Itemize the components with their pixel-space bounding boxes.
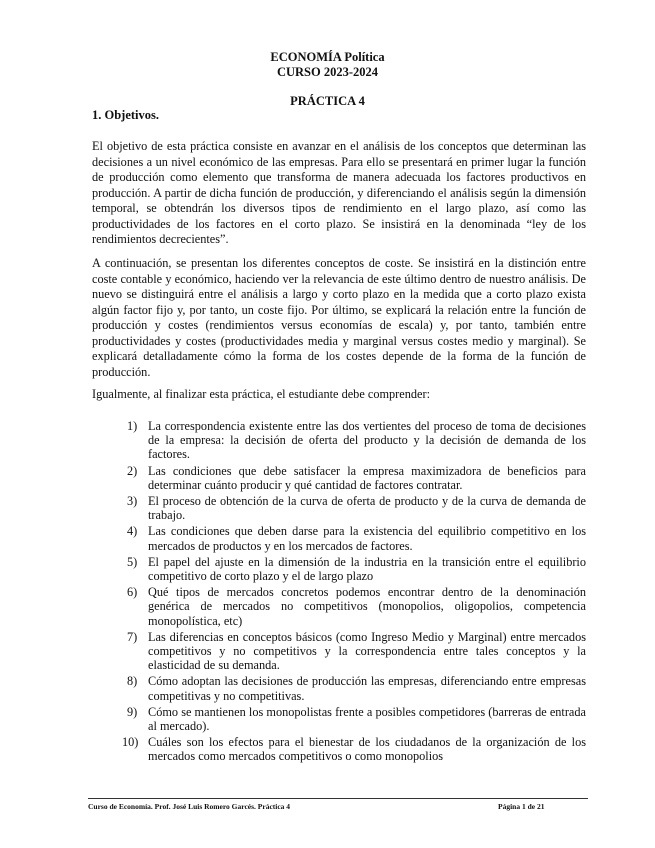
practice-title: PRÁCTICA 4 <box>290 94 365 108</box>
list-item <box>127 464 586 492</box>
course-year: CURSO 2023-2024 <box>276 65 379 79</box>
list-item-text: Cómo se mantienen los monopolistas frente a posibles competidores (barreras de entrada al mercado). <box>148 704 586 734</box>
list-item-number: 9) <box>127 704 138 719</box>
list-item-text: El papel del ajuste en la dimensión de la industria en la transición entre el equilibrio competitivo de corto plazo y el de largo plazo <box>148 554 586 584</box>
list-item-number: 4) <box>127 524 138 539</box>
list-item <box>122 735 586 764</box>
course-title: ECONOMÍA Política <box>270 50 385 64</box>
footer-course-info: Curso de Economía. Prof. José Luis Romero Garcés. Práctica 4 <box>88 802 291 811</box>
list-item-number: 3) <box>127 494 138 509</box>
list-item-text: Cuáles son los efectos para el bienestar de los ciudadanos de la organización de los mercados como mercados competitivos o como monopolios <box>148 735 586 764</box>
paragraph-intro-list: Igualmente, al finalizar esta práctica, el estudiante debe comprender: <box>92 387 430 401</box>
objectives-list <box>122 419 586 766</box>
list-item <box>127 585 586 628</box>
list-item-number: 5) <box>127 554 138 569</box>
list-item-text: Qué tipos de mercados concretos podemos encontrar dentro de la denominación genérica de mercados no competitivos (monopolios, oligopolios, competencia monopolística, etc) <box>148 585 586 628</box>
list-item-text: La correspondencia existente entre las dos vertientes del proceso de toma de decisiones de la empresa: la decisión de oferta del producto y la decisión de demanda de los factores. <box>148 419 586 462</box>
list-item-number: 7) <box>127 629 138 644</box>
list-item-number: 6) <box>127 585 138 600</box>
paragraph-costs: A continuación, se presentan los diferentes conceptos de coste. Se insistirá en la distinción entre coste contable y económico, haciendo ver la relevancia de este último dentro de nuestro análisis. De nuevo se distinguirá entre el análisis a largo y corto plazo en la medida que a corto plazo exista algún factor fijo y, por tanto, un coste fijo. Por último, se explicará la relación entre la función de producción y costes (rendimientos versus economías de escala) y, por tanto, también entre productividades y costes (productividades media y marginal versus costes medio y marginal). Se explicará detalladamente cómo la forma de los costes depende de la forma de la función de producción. <box>92 256 586 379</box>
list-item <box>127 705 586 733</box>
list-item <box>127 524 586 552</box>
list-item-text: Cómo adoptan las decisiones de producción las empresas, diferenciando entre empresas competitivas y no competitivas. <box>148 674 586 703</box>
footer-divider <box>88 798 588 799</box>
list-item <box>127 630 586 673</box>
list-item <box>127 419 586 462</box>
paragraph-objective: El objetivo de esta práctica consiste en avanzar en el análisis de los conceptos que determinan las decisiones a un nivel económico de las empresas. Para ello se presentará en primer lugar la función de producción como elemento que transforma de manera adecuada los factores productivos en producción. A partir de dicha función de producción, y diferenciando el análisis según la dimensión temporal, se obtendrán los diversos tipos de rendimiento en el largo plazo, así como las productividades de los factores en el corto plazo. Se insistirá en la denominada “ley de los rendimientos decrecientes”. <box>92 139 586 246</box>
list-item-text: El proceso de obtención de la curva de oferta de producto y de la curva de demanda de trabajo. <box>148 494 586 523</box>
list-item <box>127 494 586 522</box>
list-item-number: 2) <box>127 463 138 478</box>
list-item-number: 8) <box>127 674 138 689</box>
footer-page-number: Página 1 de 21 <box>498 802 545 811</box>
list-item-text: Las diferencias en conceptos básicos (como Ingreso Medio y Marginal) entre mercados competitivos y no competitivos y la correspondencia entre tales conceptos y la elasticidad de su demanda. <box>148 629 586 673</box>
list-item-number: 10) <box>122 735 139 750</box>
list-item <box>127 674 586 702</box>
list-item <box>127 555 586 583</box>
list-item-text: Las condiciones que debe satisfacer la empresa maximizadora de beneficios para determinar cuánto producir y qué cantidad de factores contratar. <box>148 463 586 492</box>
list-item-number: 1) <box>127 419 138 433</box>
section-heading: 1. Objetivos. <box>92 108 160 122</box>
list-item-text: Las condiciones que deben darse para la existencia del equilibrio competitivo en los mercados de productos y en los mercados de factores. <box>148 524 586 553</box>
